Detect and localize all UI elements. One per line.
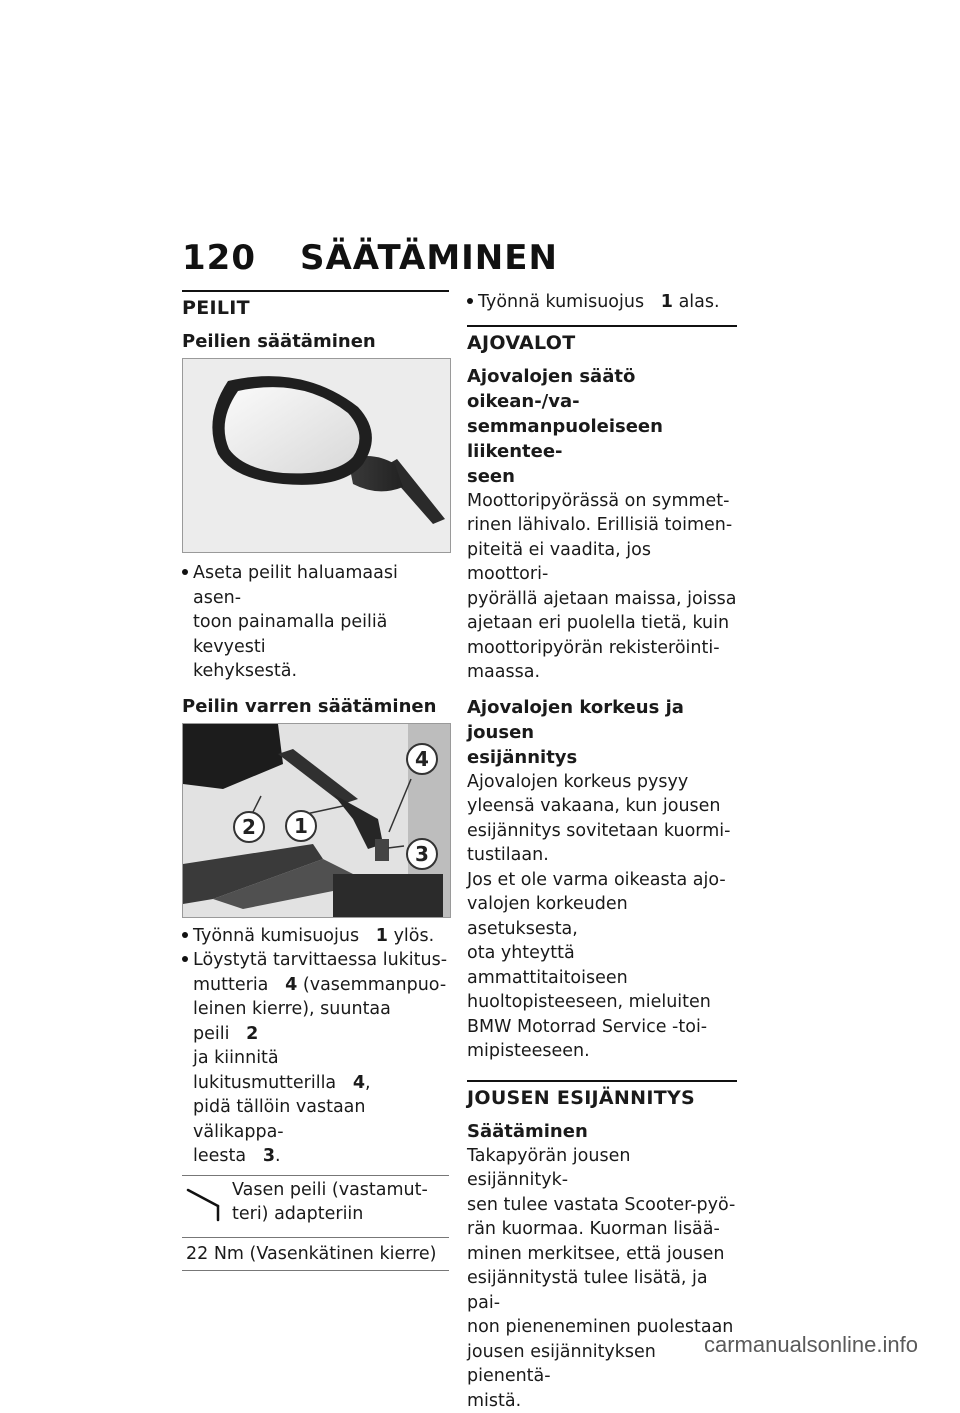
paragraph-line: ota yhteyttä ammattitaitoiseen [467,941,737,990]
bullet-text: leesta [193,1146,246,1166]
subheading-ajovalojen-saato [467,364,737,489]
subheading-peilien-saataminen: Peilien säätäminen [182,329,449,354]
section-divider [182,290,449,292]
paragraph-line: moottoripyörän rekisteröinti- [467,636,737,661]
right-column [467,290,737,1413]
paragraph-line: jousen esijännityksen pienentä- [467,1340,737,1389]
paragraph-line: maassa. [467,660,737,685]
bullet-text: Löystytä tarvittaessa lukitus- [193,948,447,973]
bullet-text: ja kiinnitä lukitusmutterilla [193,1048,336,1093]
bullet-aseta [182,561,449,684]
mirror-illustration [183,359,450,552]
bullet-text: pidä tällöin vastaan välikappa- [182,1095,449,1144]
bullet-text: Aseta peilit haluamaasi asen- [193,561,449,610]
paragraph-line: pyörällä ajetaan maissa, joissa [467,587,737,612]
subheading-saataminen: Säätäminen [467,1119,737,1144]
callout-4: 4 [415,747,429,771]
ref-number: 2 [246,1024,258,1044]
paragraph-line: non pieneneminen puolestaan [467,1315,737,1340]
torque-wrench-icon [182,1178,232,1233]
paragraph-line: mistä. [467,1389,737,1413]
paragraph-line: Takapyörän jousen esijännityk- [467,1144,737,1193]
section-title-peilit: PEILIT [182,297,449,319]
paragraph-symmetrinen [467,489,737,685]
bullet-text: , [365,1073,371,1093]
bullet-text: leinen kierre), suuntaa peili [193,999,391,1044]
subheading-korkeus [467,695,737,770]
section-divider [467,325,737,327]
paragraph-line: rinen lähivalo. Erillisiä toimen- [467,513,737,538]
section-divider [467,1080,737,1082]
ref-number: 4 [353,1073,365,1093]
torque-spec-table [182,1175,449,1271]
bullet-text-cont: toon painamalla peiliä kevyesti [182,610,449,659]
paragraph-line: Jos et ole varma oikeasta ajo- [467,868,737,893]
section-title-ajovalot: AJOVALOT [467,332,737,354]
bullet-text: (vasemmanpuo- [303,975,446,995]
ref-number: 3 [263,1146,275,1166]
bullet-text: Työnnä kumisuojus [478,292,644,312]
paragraph-line: rän kuormaa. Kuorman lisää- [467,1217,737,1242]
paragraph-line: valojen korkeuden asetuksesta, [467,892,737,941]
spec-label: Vasen peili (vastamut- [232,1178,428,1202]
bullet-text: . [275,1146,281,1166]
spec-value: 22 Nm (Vasenkätinen kierre) [182,1238,449,1270]
paragraph-line: Moottoripyörässä on symmet- [467,489,737,514]
watermark: carmanualsonline.info [704,1332,918,1358]
callout-3: 3 [415,842,429,866]
left-column [182,290,449,1271]
ref-number: 1 [661,292,673,312]
paragraph-line: mipisteeseen. [467,1039,737,1064]
subheading-line: esijännitys [467,745,737,770]
paragraph-line: piteitä ei vaadita, jos moottori- [467,538,737,587]
paragraph-line: esijännitys sovitetaan kuormi- [467,819,737,844]
subheading-line: seen [467,464,737,489]
callout-2: 2 [242,815,256,839]
subheading-line: Ajovalojen säätö oikean-/va- [467,364,737,414]
section-title-jousen: JOUSEN ESIJÄNNITYS [467,1087,737,1109]
paragraph-line: sen tulee vastata Scooter-pyö- [467,1193,737,1218]
bullet-tyonna-alas [467,290,737,315]
paragraph-line: ajetaan eri puolella tietä, kuin [467,611,737,636]
subheading-line: semmanpuoleiseen liikentee- [467,414,737,464]
paragraph-line: Ajovalojen korkeus pysyy [467,770,737,795]
ref-number: 4 [285,975,297,995]
paragraph-korkeus [467,770,737,1064]
spec-label: teri) adapteriin [232,1202,428,1226]
callout-1: 1 [294,814,308,838]
bullet-tyonna-ylos [182,924,449,949]
paragraph-line: esijännitystä tulee lisätä, ja pai- [467,1266,737,1315]
paragraph-line: minen merkitsee, että jousen [467,1242,737,1267]
bullet-text-cont: kehyksestä. [182,659,449,684]
mirror-arm-figure [182,723,451,918]
subheading-line: Ajovalojen korkeus ja jousen [467,695,737,745]
paragraph-line: yleensä vakaana, kun jousen [467,794,737,819]
bullet-text: alas. [679,292,720,312]
paragraph-line: huoltopisteeseen, mieluiten [467,990,737,1015]
ref-number: 1 [376,926,388,946]
paragraph-line: BMW Motorrad Service -toi- [467,1015,737,1040]
paragraph-takapyoran [467,1144,737,1413]
mirror-arm-illustration [183,724,450,917]
subheading-peilin-varren: Peilin varren säätäminen [182,694,449,719]
chapter-title: SÄÄTÄMINEN [300,238,558,278]
bullet-text: mutteria [193,975,268,995]
bullet-text: Työnnä kumisuojus [193,926,359,946]
paragraph-line: tustilaan. [467,843,737,868]
bullet-text: ylös. [394,926,435,946]
bullet-loystyta [182,948,449,1169]
page-header [182,238,558,278]
mirror-figure [182,358,451,553]
page-number: 120 [182,238,256,278]
